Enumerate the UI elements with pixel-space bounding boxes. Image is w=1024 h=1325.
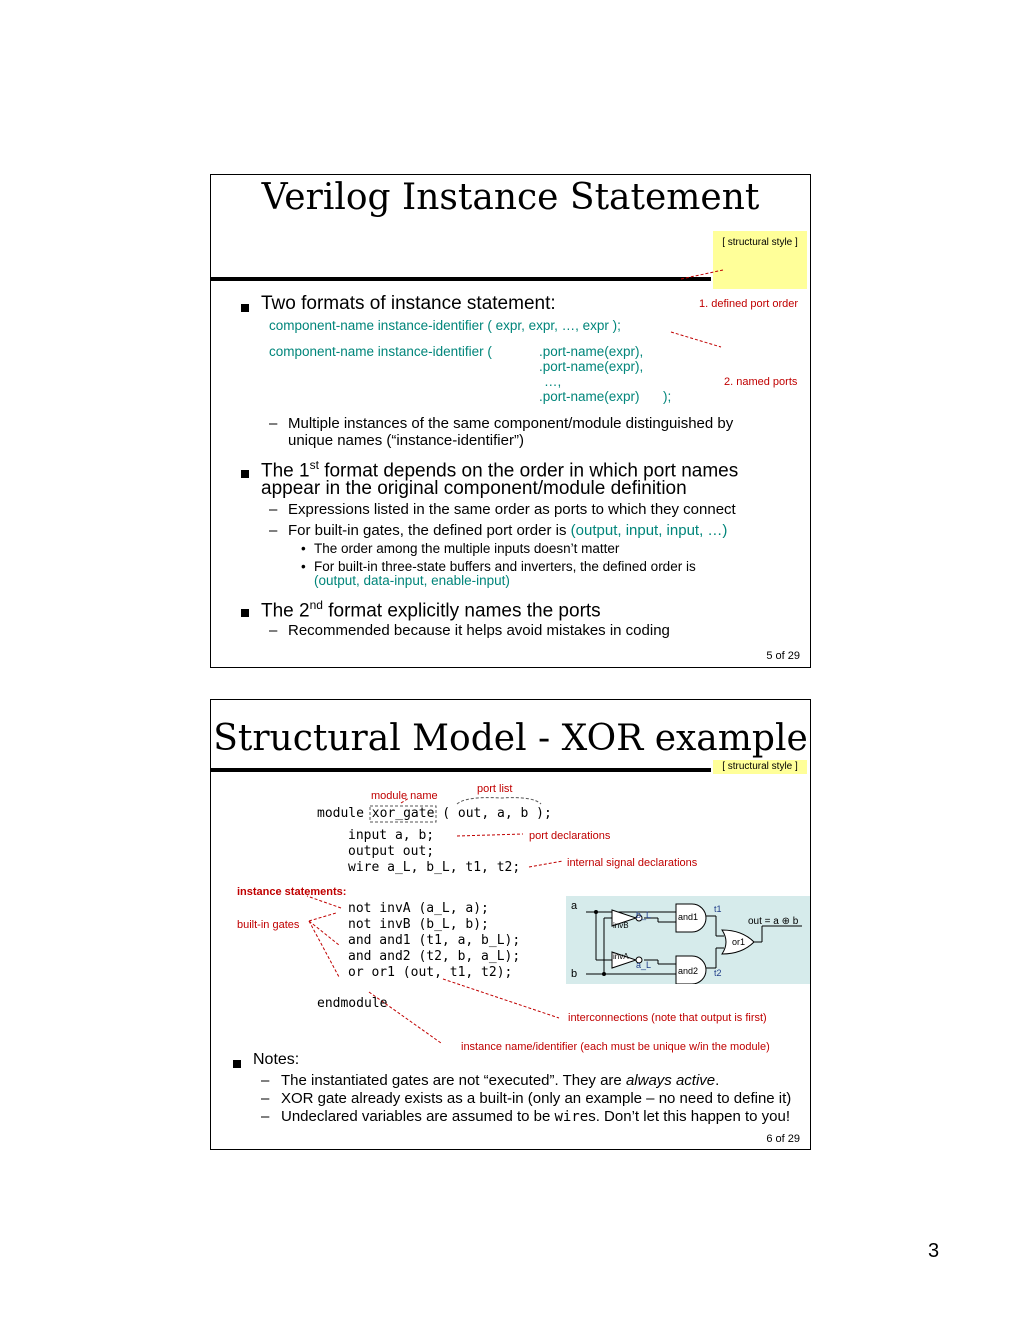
sub-multiple-instances: Multiple instances of the same component/module distinguished by — [288, 415, 734, 432]
label-instance-name: instance name/identifier (each must be unique w/in the module) — [461, 1041, 770, 1053]
note-always-active: The instantiated gates are not “executed”. They are always active. — [281, 1072, 720, 1089]
sub-builtin-port-order: For built-in gates, the defined port order is (output, input, input, …) — [288, 522, 728, 539]
label-instance-statements: instance statements: — [237, 886, 347, 898]
handout-page-number: 3 — [928, 1240, 940, 1262]
dot-three-state-order: (output, data-input, enable-input) — [314, 573, 510, 588]
sub-multiple-instances-cont: unique names (“instance-identifier”) — [288, 432, 524, 449]
bullet-square — [241, 299, 249, 317]
gate-and2: and2 — [678, 966, 699, 976]
slide-xor-example — [210, 699, 811, 1150]
wire-a-l: a_L — [636, 960, 652, 970]
dash: – — [269, 501, 278, 518]
code-endmodule: endmodule — [317, 996, 388, 1011]
format2-close: ); — [663, 389, 672, 404]
bullet-square — [233, 1055, 241, 1073]
format2-syntax: component-name instance-identifier ( — [269, 344, 492, 359]
format2-port2: .port-name(expr), — [539, 359, 644, 374]
gate-and1: and1 — [678, 912, 699, 922]
structural-style-tag: [ structural style ] — [713, 231, 807, 289]
slide-title: Verilog Instance Statement — [261, 177, 760, 218]
bullet-two-formats: Two formats of instance statement: — [261, 293, 556, 314]
format2-ellipsis: …, — [544, 374, 562, 389]
dash: – — [261, 1108, 270, 1125]
format2-port1: .port-name(expr), — [539, 344, 644, 359]
label-internal-signals: internal signal declarations — [567, 857, 698, 869]
dot: • — [301, 541, 306, 556]
slide-instance-statement — [210, 174, 811, 668]
note-xor-builtin: XOR gate already exists as a built-in (only an example – no need to define it) — [281, 1090, 792, 1107]
code-input: input a, b; — [348, 828, 435, 843]
dot-input-order: The order among the multiple inputs doesn’t matter — [314, 541, 620, 556]
note-undeclared-wires: Undeclared variables are assumed to be wires. Don’t let this happen to you! — [281, 1108, 791, 1125]
sub-expressions-order: Expressions listed in the same order as ports to which they connect — [288, 501, 736, 518]
code-instance-line: or or1 (out, t1, t2); — [348, 965, 513, 980]
code-module-line: module xor_gate ( out, a, b ); — [317, 806, 552, 821]
slide-page-number: 6 of 29 — [766, 1133, 800, 1145]
dash: – — [261, 1072, 270, 1089]
label-interconnections: interconnections (note that output is first) — [568, 1012, 767, 1024]
gate-or1: or1 — [732, 937, 746, 947]
note-named-ports: 2. named ports — [724, 376, 798, 388]
bullet-second-format: The 2nd format explicitly names the ports — [261, 598, 601, 622]
dot-three-state: For built-in three-state buffers and inverters, the defined order is — [314, 559, 696, 574]
wire-b-l: b_L — [636, 910, 652, 920]
gate-inva: invA — [613, 952, 629, 961]
output-label: out = a ⊕ b — [748, 916, 799, 927]
dash: – — [269, 522, 278, 539]
label-module-name: module name — [371, 790, 438, 802]
code-instance-line: not invB (b_L, b); — [348, 917, 489, 932]
code-instance-line: and and2 (t2, b, a_L); — [348, 949, 521, 964]
sub-recommended: Recommended because it helps avoid mistakes in coding — [288, 622, 670, 639]
dot: • — [301, 559, 306, 574]
code-instance-line: and and1 (t1, a, b_L); — [348, 933, 521, 948]
wire-t2: t2 — [714, 968, 722, 978]
label-port-declarations: port declarations — [529, 830, 611, 842]
wire-t1: t1 — [714, 904, 722, 914]
code-instance-line: not invA (a_L, a); — [348, 901, 489, 916]
gate-invb: invB — [613, 921, 629, 930]
label-builtin-gates: built-in gates — [237, 919, 300, 931]
format1-syntax: component-name instance-identifier ( expr, expr, …, expr ); — [269, 318, 621, 333]
slide-page-number: 5 of 29 — [766, 650, 800, 662]
slide-title: Structural Model - XOR example — [213, 718, 808, 759]
notes-heading: Notes: — [253, 1051, 300, 1068]
label-port-list: port list — [477, 783, 513, 795]
signal-a: a — [571, 900, 578, 912]
bullet-first-format: The 1st format depends on the order in which port names — [261, 458, 739, 482]
signal-b: b — [571, 968, 578, 980]
code-wire: wire a_L, b_L, t1, t2; — [348, 860, 521, 875]
bullet-square — [241, 604, 249, 622]
bullet-first-format-cont: appear in the original component/module definition — [261, 478, 687, 499]
format2-port3: .port-name(expr) — [539, 389, 640, 404]
bullet-square — [241, 465, 249, 483]
note-defined-port-order: 1. defined port order — [699, 298, 799, 310]
xor-circuit-diagram — [566, 896, 810, 984]
dash: – — [261, 1090, 270, 1107]
dash: – — [269, 415, 278, 432]
code-output: output out; — [348, 844, 435, 859]
structural-style-tag: [ structural style ] — [713, 760, 807, 774]
dash: – — [269, 622, 278, 639]
